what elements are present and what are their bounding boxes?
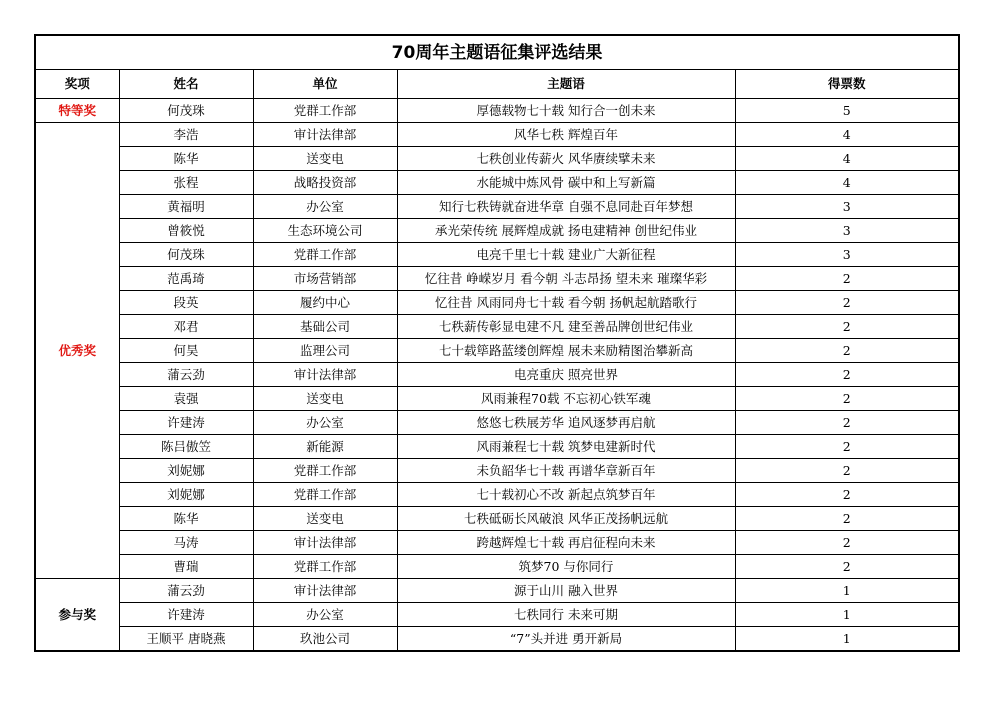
table-row <box>35 219 959 243</box>
votes-cell: 3 <box>735 243 959 267</box>
votes-cell: 2 <box>735 435 959 459</box>
votes-cell: 4 <box>735 147 959 171</box>
votes-cell: 2 <box>735 483 959 507</box>
votes-cell: 2 <box>735 339 959 363</box>
votes-cell: 1 <box>735 579 959 603</box>
name-cell: 何茂珠 <box>119 243 253 267</box>
table-title: 70周年主题语征集评选结果 <box>35 35 959 70</box>
slogan-cell: 七十载初心不改 新起点筑梦百年 <box>397 483 735 507</box>
votes-cell: 2 <box>735 363 959 387</box>
votes-cell: 3 <box>735 219 959 243</box>
award-cell: 特等奖 <box>35 99 119 123</box>
table-row <box>35 627 959 652</box>
name-cell: 蒲云劲 <box>119 579 253 603</box>
slogan-cell: 风雨兼程70载 不忘初心铁军魂 <box>397 387 735 411</box>
unit-cell: 监理公司 <box>253 339 397 363</box>
table-row <box>35 147 959 171</box>
name-cell: 马涛 <box>119 531 253 555</box>
unit-cell: 党群工作部 <box>253 459 397 483</box>
votes-cell: 2 <box>735 459 959 483</box>
unit-cell: 新能源 <box>253 435 397 459</box>
unit-cell: 党群工作部 <box>253 243 397 267</box>
name-cell: 李浩 <box>119 123 253 147</box>
table-row <box>35 243 959 267</box>
votes-cell: 1 <box>735 603 959 627</box>
slogan-cell: 七秩砥砺长风破浪 风华正茂扬帆远航 <box>397 507 735 531</box>
slogan-cell: 七十载筚路蓝缕创辉煌 展未来励精图治攀新高 <box>397 339 735 363</box>
award-cell: 优秀奖 <box>35 123 119 579</box>
header-unit: 单位 <box>253 70 397 99</box>
table-row <box>35 555 959 579</box>
slogan-cell: 筑梦70 与你同行 <box>397 555 735 579</box>
name-cell: 陈华 <box>119 507 253 531</box>
name-cell: 刘妮娜 <box>119 483 253 507</box>
slogan-cell: 忆往昔 风雨同舟七十载 看今朝 扬帆起航踏歌行 <box>397 291 735 315</box>
slogan-cell: 承光荣传统 展辉煌成就 扬电建精神 创世纪伟业 <box>397 219 735 243</box>
slogan-cell: 水能城中炼风骨 碳中和上写新篇 <box>397 171 735 195</box>
name-cell: 张程 <box>119 171 253 195</box>
unit-cell: 党群工作部 <box>253 483 397 507</box>
name-cell: 刘妮娜 <box>119 459 253 483</box>
votes-cell: 2 <box>735 555 959 579</box>
votes-cell: 5 <box>735 99 959 123</box>
name-cell: 陈吕傲笠 <box>119 435 253 459</box>
table-row <box>35 507 959 531</box>
slogan-cell: 知行七秩铸就奋进华章 自强不息同赴百年梦想 <box>397 195 735 219</box>
votes-cell: 3 <box>735 195 959 219</box>
table-row <box>35 435 959 459</box>
unit-cell: 送变电 <box>253 387 397 411</box>
header-name: 姓名 <box>119 70 253 99</box>
unit-cell: 办公室 <box>253 195 397 219</box>
table-row <box>35 171 959 195</box>
votes-cell: 2 <box>735 531 959 555</box>
name-cell: 袁强 <box>119 387 253 411</box>
header-row <box>35 70 959 99</box>
name-cell: 段英 <box>119 291 253 315</box>
name-cell: 陈华 <box>119 147 253 171</box>
unit-cell: 审计法律部 <box>253 579 397 603</box>
unit-cell: 基础公司 <box>253 315 397 339</box>
table-row <box>35 411 959 435</box>
slogan-cell: 七秩薪传彰显电建不凡 建至善品牌创世纪伟业 <box>397 315 735 339</box>
table-row <box>35 267 959 291</box>
slogan-cell: 七秩同行 未来可期 <box>397 603 735 627</box>
slogan-cell: 风雨兼程七十载 筑梦电建新时代 <box>397 435 735 459</box>
unit-cell: 市场营销部 <box>253 267 397 291</box>
name-cell: 曾筱悦 <box>119 219 253 243</box>
name-cell: 许建涛 <box>119 411 253 435</box>
table-row <box>35 531 959 555</box>
votes-cell: 1 <box>735 627 959 652</box>
name-cell: 范禹琦 <box>119 267 253 291</box>
slogan-cell: 忆往昔 峥嵘岁月 看今朝 斗志昂扬 望未来 璀璨华彩 <box>397 267 735 291</box>
table-row <box>35 363 959 387</box>
votes-cell: 4 <box>735 171 959 195</box>
name-cell: 邓君 <box>119 315 253 339</box>
name-cell: 王顺平 唐晓燕 <box>119 627 253 652</box>
slogan-cell: 源于山川 融入世界 <box>397 579 735 603</box>
unit-cell: 审计法律部 <box>253 531 397 555</box>
table-row <box>35 579 959 603</box>
votes-cell: 2 <box>735 315 959 339</box>
unit-cell: 玖池公司 <box>253 627 397 652</box>
table-row <box>35 483 959 507</box>
name-cell: 蒲云劲 <box>119 363 253 387</box>
table-row <box>35 99 959 123</box>
table-row <box>35 387 959 411</box>
slogan-cell: 电亮千里七十载 建业广大新征程 <box>397 243 735 267</box>
award-cell: 参与奖 <box>35 579 119 652</box>
table-row <box>35 291 959 315</box>
table-row <box>35 315 959 339</box>
slogan-cell: 跨越辉煌七十载 再启征程向未来 <box>397 531 735 555</box>
name-cell: 何昊 <box>119 339 253 363</box>
slogan-cell: 电亮重庆 照亮世界 <box>397 363 735 387</box>
votes-cell: 2 <box>735 291 959 315</box>
table-row <box>35 123 959 147</box>
votes-cell: 2 <box>735 267 959 291</box>
votes-cell: 2 <box>735 387 959 411</box>
unit-cell: 办公室 <box>253 603 397 627</box>
unit-cell: 生态环境公司 <box>253 219 397 243</box>
votes-cell: 2 <box>735 507 959 531</box>
header-slogan: 主题语 <box>397 70 735 99</box>
header-votes: 得票数 <box>735 70 959 99</box>
table-row <box>35 339 959 363</box>
slogan-cell: 厚德载物七十载 知行合一创未来 <box>397 99 735 123</box>
unit-cell: 党群工作部 <box>253 99 397 123</box>
table-row <box>35 195 959 219</box>
table-row <box>35 603 959 627</box>
name-cell: 许建涛 <box>119 603 253 627</box>
table-row <box>35 459 959 483</box>
slogan-cell: 悠悠七秩展芳华 追风逐梦再启航 <box>397 411 735 435</box>
name-cell: 何茂珠 <box>119 99 253 123</box>
unit-cell: 送变电 <box>253 507 397 531</box>
header-award: 奖项 <box>35 70 119 99</box>
slogan-cell: “7”头并进 勇开新局 <box>397 627 735 652</box>
results-table <box>34 34 960 652</box>
votes-cell: 2 <box>735 411 959 435</box>
name-cell: 黄福明 <box>119 195 253 219</box>
unit-cell: 办公室 <box>253 411 397 435</box>
votes-cell: 4 <box>735 123 959 147</box>
title-row <box>35 35 959 70</box>
slogan-cell: 七秩创业传薪火 风华赓续擘未来 <box>397 147 735 171</box>
unit-cell: 送变电 <box>253 147 397 171</box>
unit-cell: 审计法律部 <box>253 363 397 387</box>
unit-cell: 党群工作部 <box>253 555 397 579</box>
unit-cell: 战略投资部 <box>253 171 397 195</box>
slogan-cell: 风华七秩 辉煌百年 <box>397 123 735 147</box>
slogan-cell: 未负韶华七十载 再谱华章新百年 <box>397 459 735 483</box>
name-cell: 曹瑞 <box>119 555 253 579</box>
unit-cell: 履约中心 <box>253 291 397 315</box>
unit-cell: 审计法律部 <box>253 123 397 147</box>
